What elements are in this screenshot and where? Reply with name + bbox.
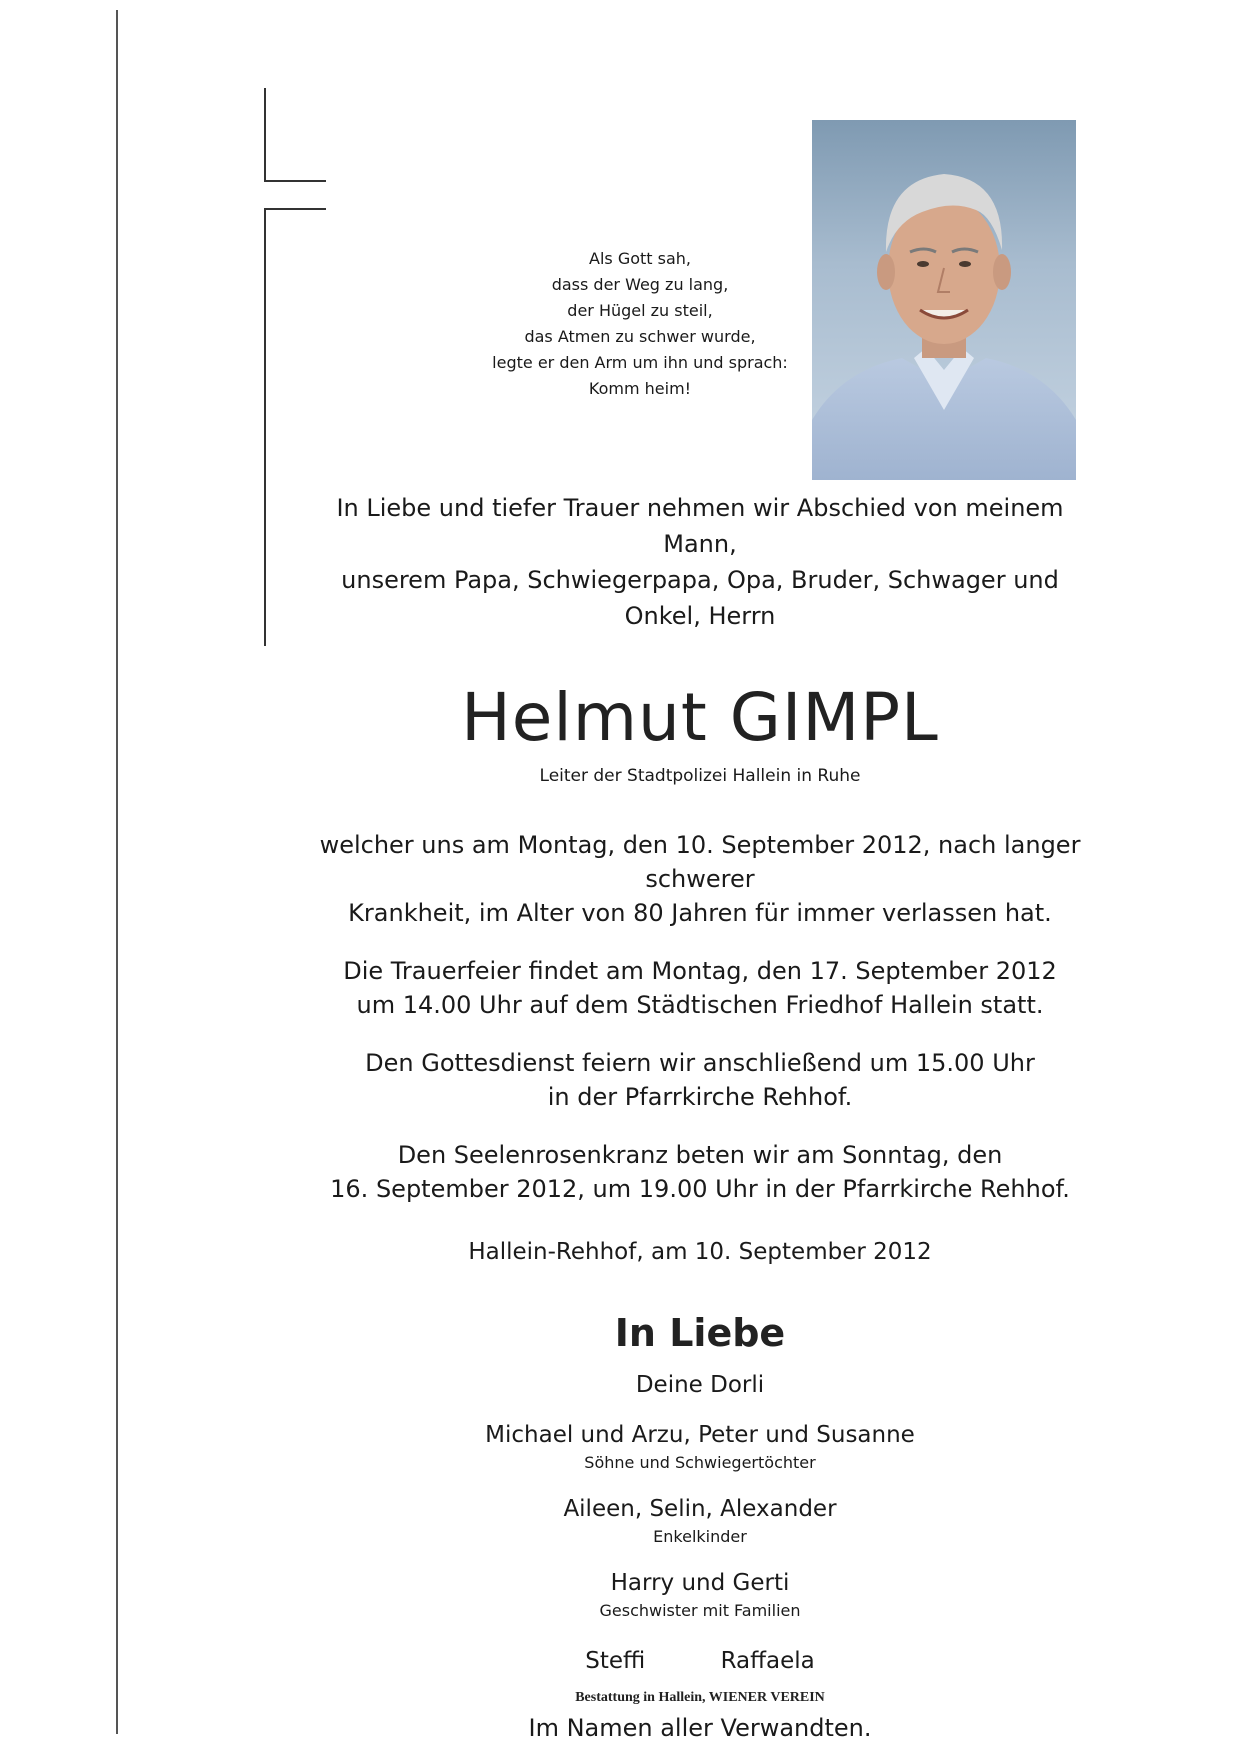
- paragraph-line: Krankheit, im Alter von 80 Jahren für immer verlassen hat.: [348, 899, 1052, 927]
- mourner-grandchildren: Aileen, Selin, Alexander: [563, 1496, 837, 1522]
- mourner-siblings-relation: Geschwister mit Familien: [599, 1601, 801, 1620]
- mourner-other-left: Steffi: [585, 1648, 646, 1674]
- paragraph-line: Den Seelenrosenkranz beten wir am Sonntag, den: [397, 1141, 1003, 1169]
- poem-line: der Hügel zu steil,: [567, 301, 713, 320]
- rosary-paragraph: [300, 1138, 1100, 1206]
- deceased-name: Helmut GIMPL: [461, 679, 939, 756]
- poem-line: Komm heim!: [588, 379, 692, 398]
- paragraph-line: in der Pfarrkirche Rehhof.: [547, 1083, 853, 1111]
- paragraph-line: um 14.00 Uhr auf dem Städtischen Friedhof Hallein statt.: [356, 991, 1044, 1019]
- cross-symbol-lower-vertical: [264, 208, 266, 646]
- paragraph-line: Den Gottesdienst feiern wir anschließend um 15.00 Uhr: [365, 1049, 1035, 1077]
- portrait-illustration: [812, 120, 1076, 480]
- mourner-others: [300, 1646, 1100, 1676]
- in-liebe-heading: In Liebe: [614, 1311, 786, 1355]
- paragraph-line: welcher uns am Montag, den 10. September 2012, nach langer schwerer: [319, 831, 1081, 893]
- poem-line: Als Gott sah,: [589, 249, 691, 268]
- mourner-siblings: Harry und Gerti: [610, 1570, 790, 1596]
- poem-line: legte er den Arm um ihn und sprach:: [492, 353, 788, 372]
- funeral-paragraph: [300, 954, 1100, 1022]
- death-paragraph: [300, 828, 1100, 930]
- mourner-children: Michael und Arzu, Peter und Susanne: [485, 1422, 915, 1448]
- service-paragraph: [300, 1046, 1100, 1114]
- mourner-children-relation: Söhne und Schwiegertöchter: [584, 1453, 816, 1472]
- cross-symbol-upper-vertical: [264, 88, 266, 180]
- poem-line: das Atmen zu schwer wurde,: [524, 327, 756, 346]
- poem-line: dass der Weg zu lang,: [551, 275, 729, 294]
- funeral-home-footer: Bestattung in Hallein, WIENER VEREIN: [575, 1690, 825, 1705]
- cross-symbol-upper-horizontal: [264, 180, 326, 182]
- deceased-title: Leiter der Stadtpolizei Hallein in Ruhe: [539, 766, 861, 786]
- signoff-text: Im Namen aller Verwandten.: [528, 1714, 872, 1742]
- page-border-line: [116, 10, 118, 1734]
- mourner-spouse: Deine Dorli: [635, 1372, 765, 1398]
- place-and-date: Hallein-Rehhof, am 10. September 2012: [468, 1239, 932, 1265]
- mourner-grandchildren-relation: Enkelkinder: [653, 1527, 747, 1546]
- paragraph-line: 16. September 2012, um 19.00 Uhr in der Pfarrkirche Rehhof.: [330, 1175, 1070, 1203]
- mourner-other-right: Raffaela: [720, 1648, 815, 1674]
- memorial-poem: [480, 246, 800, 402]
- intro-text: [300, 490, 1100, 634]
- paragraph-line: Die Trauerfeier findet am Montag, den 17. September 2012: [343, 957, 1057, 985]
- intro-line: unserem Papa, Schwiegerpapa, Opa, Bruder, Schwager und Onkel, Herrn: [341, 566, 1059, 630]
- portrait-photo: [812, 120, 1076, 480]
- cross-symbol-lower-horizontal: [264, 208, 326, 210]
- intro-line: In Liebe und tiefer Trauer nehmen wir Abschied von meinem Mann,: [336, 494, 1064, 558]
- obituary-text: [300, 490, 1100, 1744]
